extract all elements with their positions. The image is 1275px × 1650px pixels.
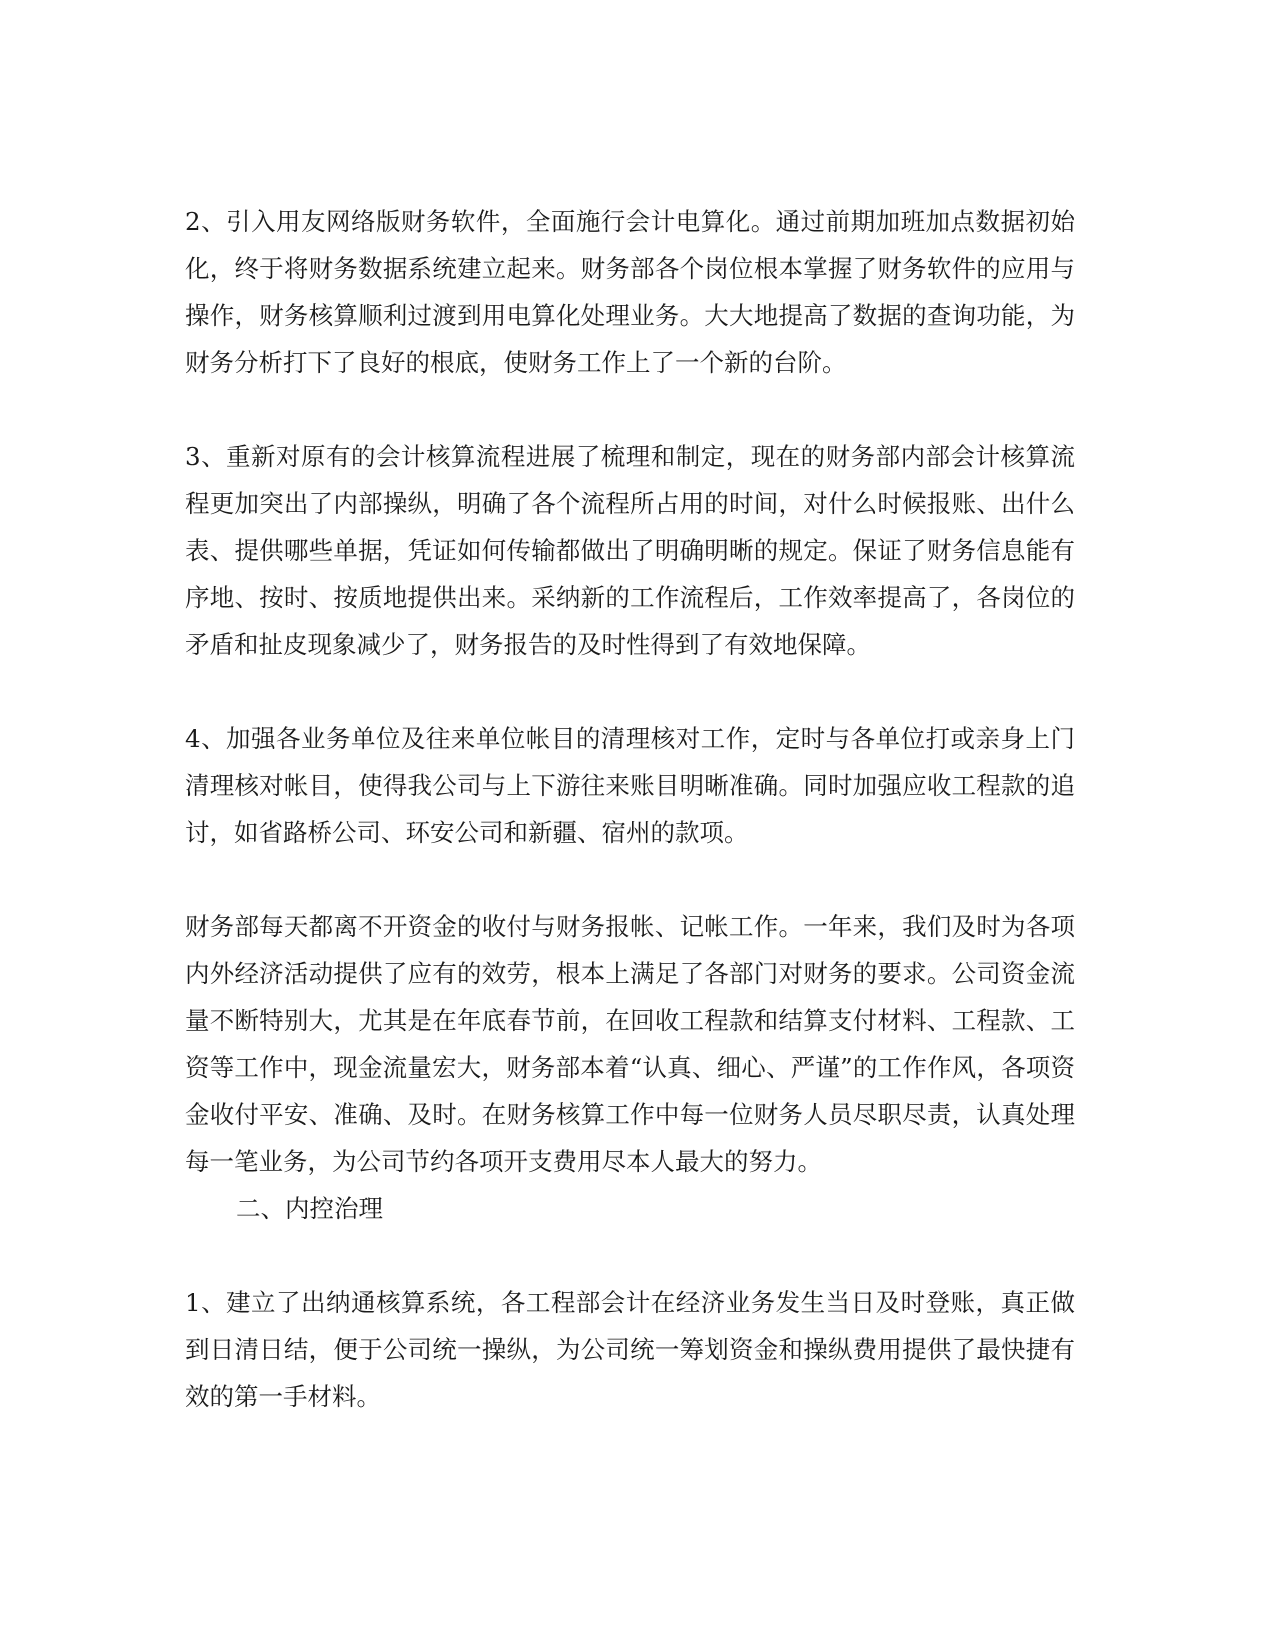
paragraph-accounting-process: 3、重新对原有的会计核算流程进展了梳理和制定，现在的财务部内部会计核算流程更加突出了内部操纵，明确了各个流程所占用的时间，对什么时候报账、出什么表、提供哪些单据，凭证如何传输都做出了明确明晰的规定。保证了财务信息能有序地、按时、按质地提供出来。采纳新的工作流程后，工作效率提高了，各岗位的矛盾和扯皮现象减少了，财务报告的及时性得到了有效地保障。 [185,442,1075,659]
paragraph-daily-finance-work: 财务部每天都离不开资金的收付与财务报帐、记帐工作。一年来，我们及时为各项内外经济活动提供了应有的效劳，根本上满足了各部门对财务的要求。公司资金流量不断特别大，尤其是在年底春节前，在回收工程款和结算支付材料、工程款、工资等工作中，现金流量宏大，财务部本着“认真、细心、严谨”的工作作风，各项资金收付平安、准确、及时。在财务核算工作中每一位财务人员尽职尽责，认真处理每一笔业务，为公司节约各项开支费用尽本人最大的努力。 [185,912,1075,1176]
section-heading: 二、内控治理 [236,1194,383,1223]
paragraph-cashier-system: 1、建立了出纳通核算系统，各工程部会计在经济业务发生当日及时登账，真正做到日清日结，便于公司统一操纵，为公司统一筹划资金和操纵费用提供了最快捷有效的第一手材料。 [185,1288,1075,1411]
paragraph-account-reconciliation: 4、加强各业务单位及往来单位帐目的清理核对工作，定时与各单位打或亲身上门清理核对帐目，使得我公司与上下游往来账目明晰准确。同时加强应收工程款的追讨，如省路桥公司、环安公司和新疆、宿州的款项。 [185,724,1075,847]
paragraph-software: 2、引入用友网络版财务软件，全面施行会计电算化。通过前期加班加点数据初始化，终于将财务数据系统建立起来。财务部各个岗位根本掌握了财务软件的应用与操作，财务核算顺利过渡到用电算化处理业务。大大地提高了数据的查询功能，为财务分析打下了良好的根底，使财务工作上了一个新的台阶。 [185,207,1075,377]
document-body [185,198,1075,1420]
